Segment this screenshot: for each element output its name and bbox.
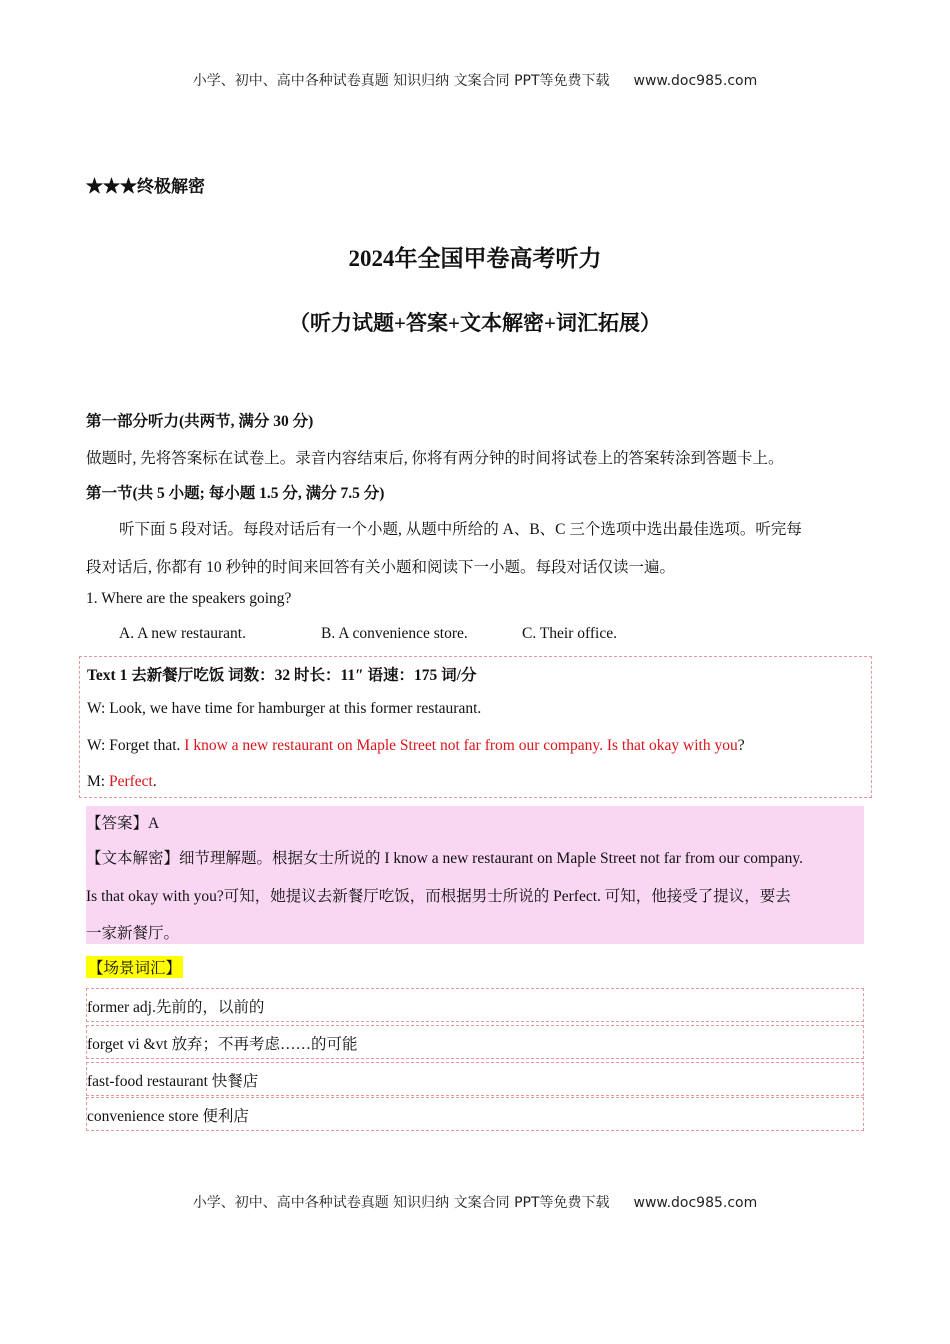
text1-header: Text 1 去新餐厅吃饭 词数：32 时长：11″ 语速：175 词/分	[87, 667, 477, 684]
section1-instruction-line2: 段对话后, 你都有 10 秒钟的时间来回答有关小题和阅读下一小题。每段对话仅读一遍。	[86, 559, 676, 576]
text1-box	[79, 656, 872, 798]
text1-line1: W: Look, we have time for hamburger at this former restaurant.	[87, 700, 482, 717]
text1-line3	[87, 773, 157, 791]
text1-line3-prefix: M:	[87, 773, 109, 790]
scene-vocab-label: 【场景词汇】	[86, 956, 183, 978]
vocab-item-text: convenience store 便利店	[87, 1108, 249, 1125]
question1-option-b: B. A convenience store.	[321, 625, 468, 642]
vocab-item	[86, 1097, 864, 1131]
vocab-item-text: forget vi &vt 放弃；不再考虑……的可能	[87, 1036, 358, 1053]
section1-instruction-line1: 听下面 5 段对话。每段对话后有一个小题, 从题中所给的 A、B、C 三个选项中选出最佳选项。听完每	[119, 521, 802, 538]
footer-url[interactable]: www.doc985.com	[633, 1195, 758, 1211]
text1-line2-highlight: I know a new restaurant on Maple Street not far from our company. Is that okay with you	[184, 737, 738, 754]
vocab-item	[86, 1062, 864, 1096]
banner: ★★★终极解密	[86, 177, 205, 196]
page-subtitle: （听力试题+答案+文本解密+词汇拓展）	[289, 311, 661, 335]
question1-option-c: C. Their office.	[522, 625, 617, 642]
header-text: 小学、初中、高中各种试卷真题 知识归纳 文案合同 PPT等免费下载	[192, 73, 610, 89]
page-title: 2024年全国甲卷高考听力	[348, 246, 602, 271]
answer-line1: 【答案】A	[86, 815, 160, 832]
vocab-item	[86, 988, 864, 1022]
footer-text: 小学、初中、高中各种试卷真题 知识归纳 文案合同 PPT等免费下载	[192, 1195, 610, 1211]
answer-box	[86, 806, 864, 944]
vocab-item	[86, 1025, 864, 1059]
text1-line2-suffix: ?	[737, 737, 745, 754]
answer-line2: 【文本解密】细节理解题。根据女士所说的 I know a new restaurant on Maple Street not far from our company.	[86, 850, 804, 867]
answer-line3: Is that okay with you?可知，她提议去新餐厅吃饭，而根据男士所说的 Perfect. 可知，他接受了提议，要去	[86, 888, 791, 905]
answer-line4: 一家新餐厅。	[86, 925, 180, 942]
section1-heading: 第一节(共 5 小题; 每小题 1.5 分, 满分 7.5 分)	[86, 485, 385, 502]
text1-line3-suffix: .	[152, 773, 157, 790]
header-url[interactable]: www.doc985.com	[633, 73, 758, 89]
part1-instruction: 做题时, 先将答案标在试卷上。录音内容结束后, 你将有两分钟的时间将试卷上的答案转涂到答题卡上。	[86, 450, 784, 467]
question1-stem: 1. Where are the speakers going?	[86, 590, 292, 607]
text1-line3-highlight: Perfect	[108, 773, 153, 790]
page-footer	[0, 1192, 950, 1212]
question1-option-a: A. A new restaurant.	[119, 625, 246, 642]
vocab-item-text: former adj.先前的，以前的	[87, 999, 265, 1016]
text1-line2-prefix: W: Forget that.	[87, 737, 185, 754]
text1-line2	[87, 737, 745, 755]
vocab-item-text: fast-food restaurant 快餐店	[87, 1073, 259, 1090]
page-header	[0, 70, 950, 90]
part1-heading: 第一部分听力(共两节, 满分 30 分)	[86, 413, 314, 430]
